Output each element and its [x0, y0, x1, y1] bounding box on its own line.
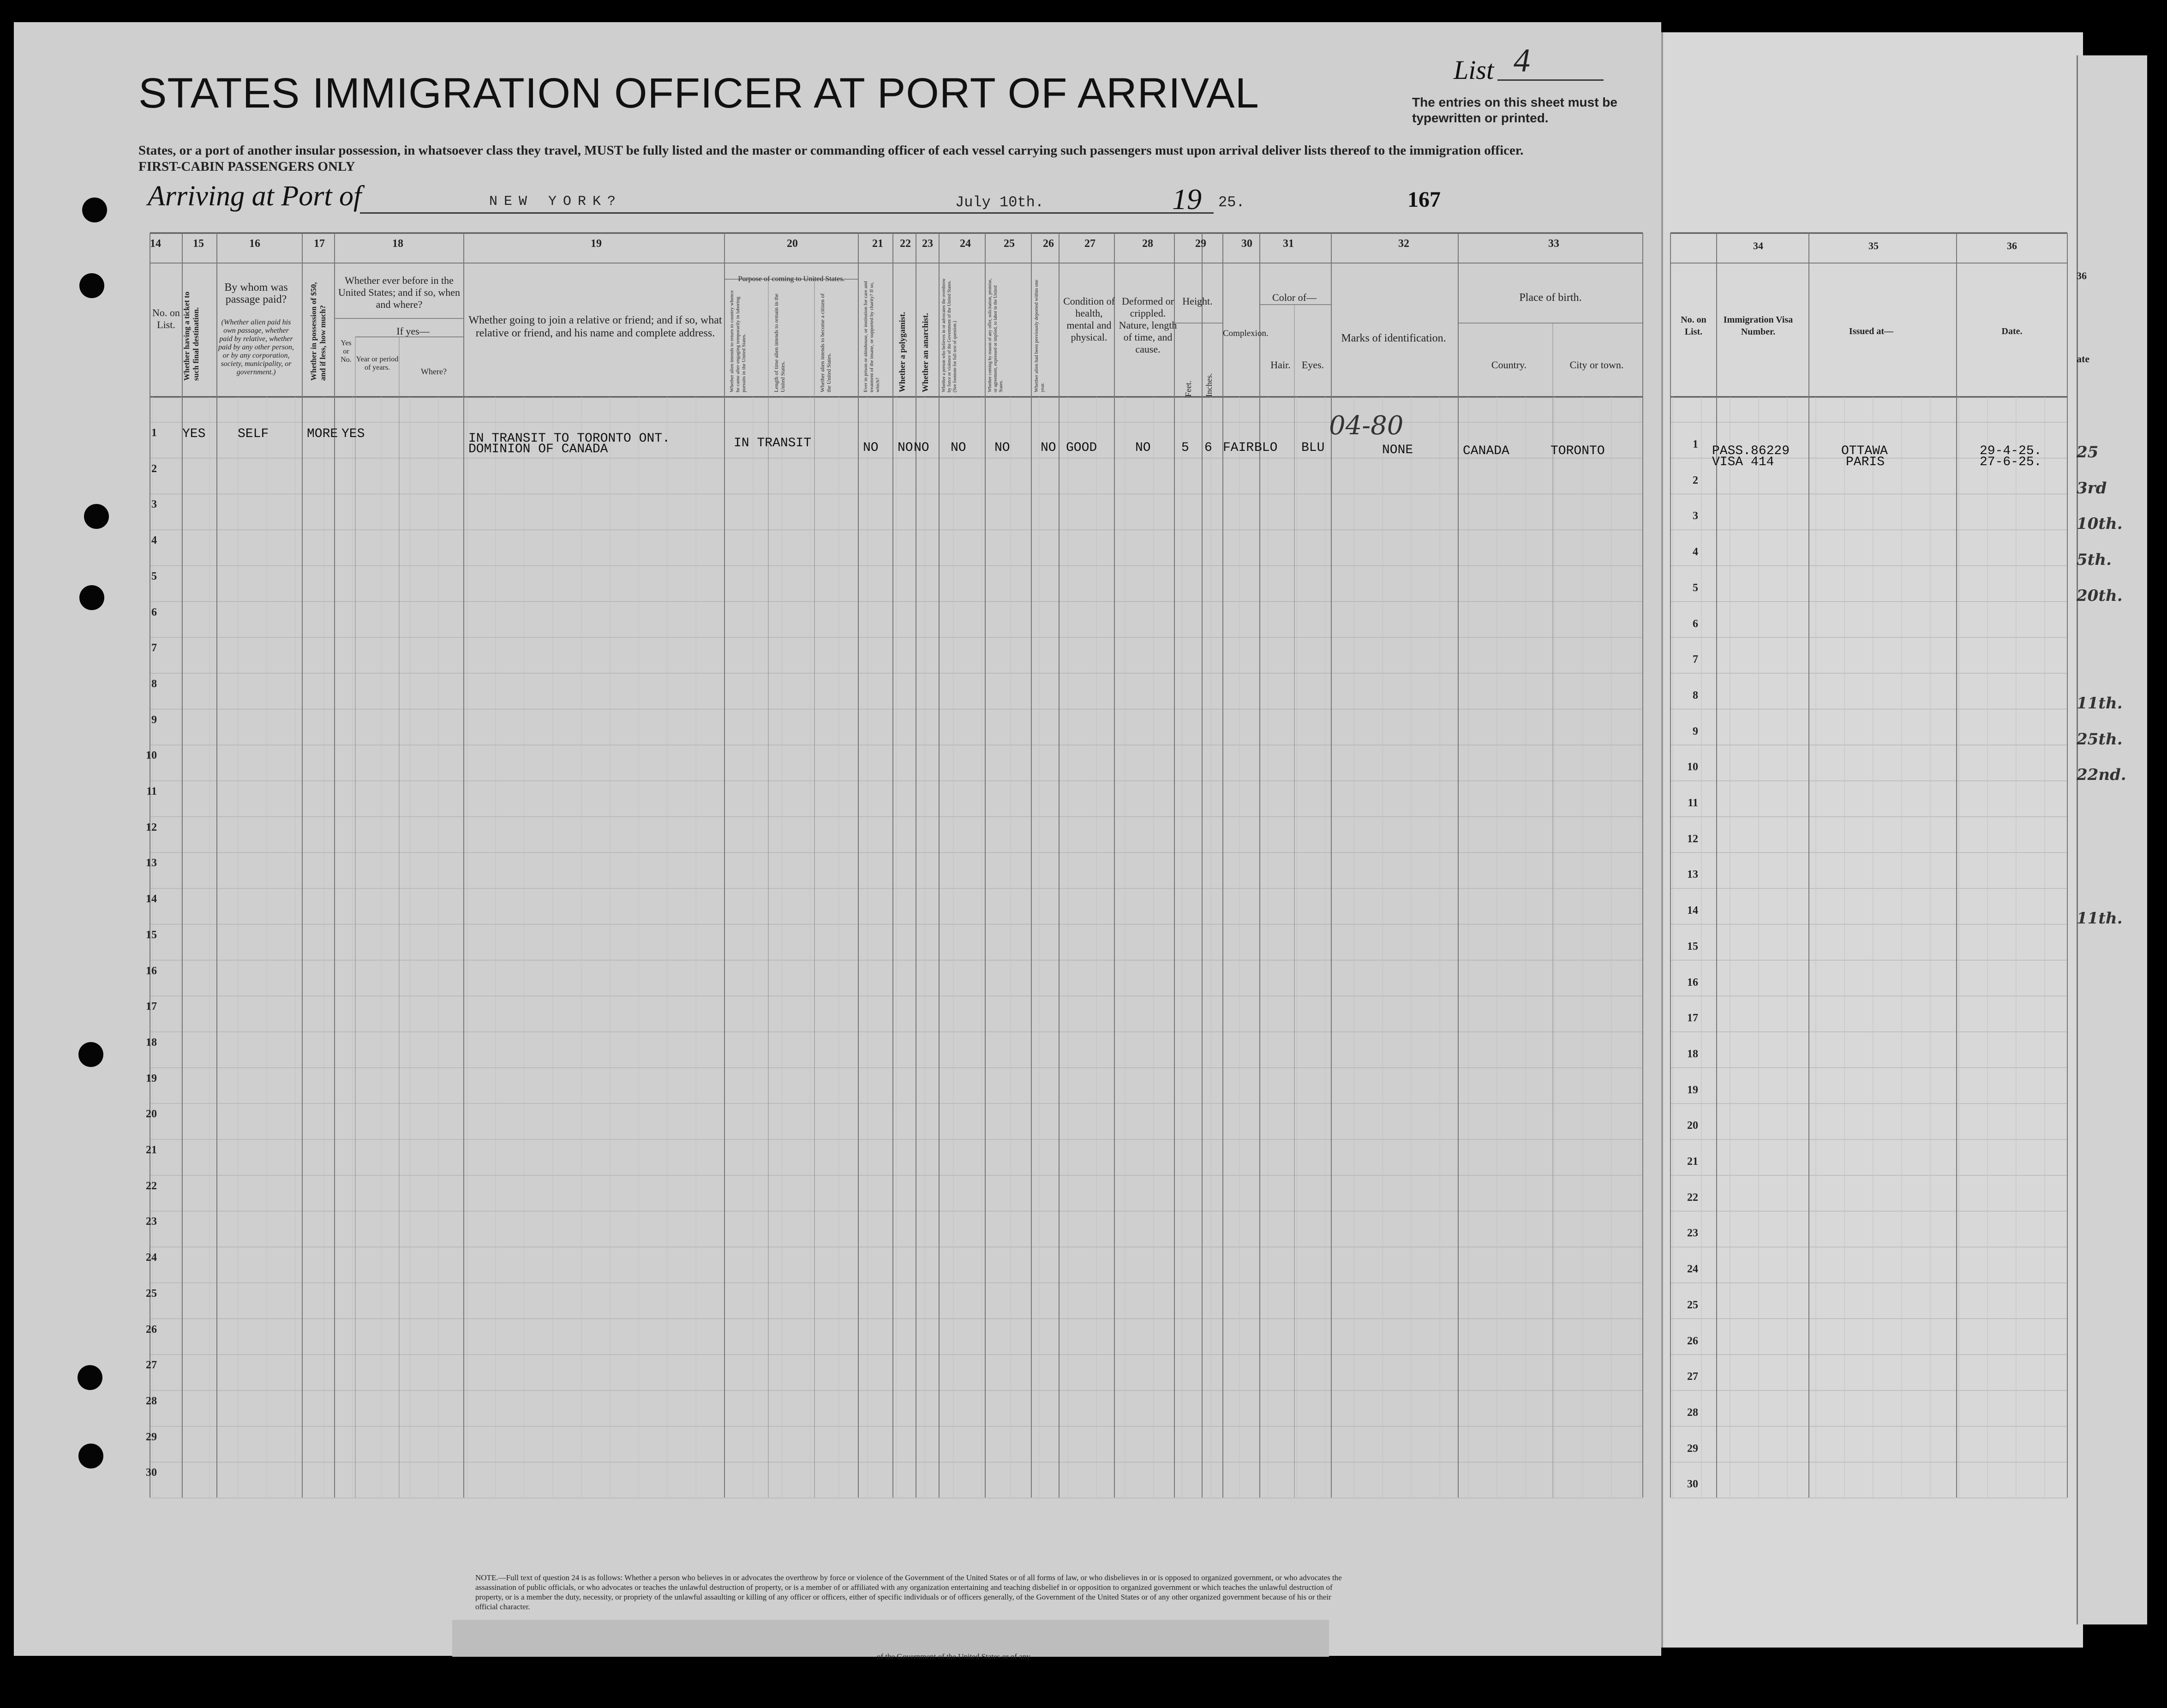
- entry-deported: NO: [1041, 441, 1056, 455]
- entry-marks: NONE: [1382, 443, 1413, 457]
- header-country: Country.: [1491, 359, 1527, 371]
- row-number: 27: [1687, 1371, 1698, 1383]
- row-number: 6: [1693, 617, 1698, 630]
- entry-money: MORE: [307, 427, 338, 441]
- header-deformed: Deformed or crippled. Nature, length of time, and cause.: [1119, 295, 1177, 355]
- entry-visa-line1: PASS.86229: [1712, 444, 1790, 458]
- row-number: 18: [146, 1036, 157, 1049]
- entry-complexion: FAIR: [1223, 441, 1254, 455]
- edge-note: 11th.: [2077, 694, 2123, 713]
- row-number: 14: [146, 893, 157, 905]
- row-number: 20: [146, 1108, 157, 1121]
- row-number: 3: [1693, 510, 1698, 522]
- arrival-date: July 10th.: [955, 194, 1044, 211]
- punch-hole: [78, 1365, 102, 1390]
- entry-issued-line1: OTTAWA: [1841, 444, 1888, 458]
- row-number: 12: [1687, 833, 1698, 845]
- entry-ticket: YES: [182, 427, 206, 441]
- header-inches: Inches.: [1204, 373, 1214, 397]
- row-number: 13: [146, 857, 157, 869]
- row-number: 2: [1693, 474, 1698, 486]
- column-number: 18: [392, 238, 403, 250]
- entry-paid-by: SELF: [238, 427, 269, 441]
- row-number: 6: [151, 606, 157, 618]
- punch-hole: [78, 1444, 103, 1468]
- row-number: 13: [1687, 869, 1698, 881]
- edge-strip-header: 36: [2077, 270, 2087, 282]
- year-label: 19: [1172, 183, 1202, 216]
- row-number: 28: [146, 1395, 157, 1407]
- column-number: 17: [314, 238, 325, 250]
- row-number: 14: [1687, 905, 1698, 917]
- header-joining: Whether going to join a relative or friend; and if so, what relative or friend, and his name and complete address.: [468, 314, 722, 339]
- row-number: 22: [1687, 1191, 1698, 1204]
- edge-note: 22nd.: [2077, 766, 2126, 785]
- arriving-underline: [360, 212, 1214, 214]
- entry-labor-offer: NO: [994, 441, 1010, 455]
- header-purpose-return: Whether alien intends to return to country whence he came after engaging temporarily in laboring pursuits in the United States.: [729, 290, 747, 392]
- row-number: 8: [1693, 689, 1698, 701]
- header-feet: Feet.: [1184, 380, 1193, 397]
- row-number: 23: [146, 1216, 157, 1228]
- entry-visa-line2: VISA 414: [1712, 455, 1774, 469]
- entry-before-us: YES: [341, 427, 365, 441]
- row-number: 23: [1687, 1227, 1698, 1240]
- header-hair: Hair.: [1270, 359, 1291, 371]
- right-header-date: Date.: [2001, 326, 2023, 336]
- row-number: 9: [151, 713, 157, 726]
- row-number: 17: [146, 1001, 157, 1013]
- row-number: 30: [1687, 1478, 1698, 1491]
- header-money: Whether in possession of $50, and if less, how much?: [309, 282, 327, 381]
- row-number: 21: [146, 1144, 157, 1156]
- header-overthrow: Whether a person who believes in or advocates the overthrow by force or violence of the Government of the United States. (See footnote for full text of question.): [941, 278, 958, 392]
- footnote-text-2: of the Government of the United States or of any: [877, 1652, 1030, 1661]
- row-number: 15: [1687, 940, 1698, 953]
- row-number: 2: [151, 462, 157, 475]
- list-underline: [1497, 79, 1604, 81]
- row-number: 7: [1693, 653, 1698, 666]
- page-number: 167: [1407, 187, 1441, 212]
- port-value: NEW YORK?: [489, 194, 623, 210]
- column-number: 21: [872, 238, 883, 250]
- row-number: 4: [1693, 546, 1698, 558]
- row-number: 29: [1687, 1442, 1698, 1455]
- header-prison: Ever in prison or almshouse, or institution for care and treatment of the insane, or supported by charity? If so, which?: [863, 281, 880, 392]
- column-number: 20: [787, 238, 798, 250]
- row-number: 4: [151, 534, 157, 547]
- right-header-no-on-list: No. on List.: [1681, 315, 1706, 337]
- header-deported: Whether alien had been previously deported within one year.: [1034, 279, 1045, 392]
- header-yes-no: Yes or No.: [341, 339, 352, 364]
- header-city: City or town.: [1569, 359, 1624, 371]
- row-number: 25: [146, 1287, 157, 1300]
- header-purpose-citizen: Whether alien intends to become a citizen of the United States.: [819, 293, 832, 392]
- header-before-us: Whether ever before in the United States; and if so, when and where?: [338, 275, 460, 310]
- column-number: 14: [150, 238, 161, 250]
- row-number: 10: [146, 749, 157, 762]
- row-number: 19: [1687, 1084, 1698, 1096]
- column-number: 26: [1043, 238, 1054, 250]
- entry-country: CANADA: [1463, 444, 1509, 458]
- header-paid-by-sub: (Whether alien paid his own passage, whether paid by relative, whether paid by any other person, or by any corporation, society, municipality, or government.): [218, 318, 294, 376]
- row-number: 17: [1687, 1012, 1698, 1025]
- entry-prison: NO: [863, 441, 879, 455]
- entry-overthrow: NO: [951, 441, 966, 455]
- header-complexion: Complexion.: [1223, 329, 1269, 338]
- row-number: 5: [1693, 581, 1698, 594]
- column-number: 16: [249, 238, 260, 250]
- row-number: 19: [146, 1072, 157, 1085]
- entry-polygamist: NO: [898, 441, 913, 455]
- entry-anarchist: NO: [914, 441, 929, 455]
- row-number: 15: [146, 929, 157, 941]
- header-paid-by-title: By whom was passage paid?: [224, 282, 288, 306]
- edge-note: 11th.: [2077, 909, 2123, 928]
- column-number: 23: [922, 238, 933, 250]
- row-number: 9: [1693, 725, 1698, 737]
- row-number: 10: [1687, 761, 1698, 773]
- row-number: 3: [151, 498, 157, 511]
- column-number: 24: [960, 238, 971, 250]
- entry-joining-line1: IN TRANSIT TO TORONTO ONT.: [468, 431, 670, 446]
- header-eyes: Eyes.: [1301, 359, 1324, 371]
- entry-city: TORONTO: [1550, 444, 1605, 458]
- row-number: 30: [146, 1467, 157, 1479]
- header-polygamist: Whether a polygamist.: [898, 312, 907, 392]
- header-marks: Marks of identification.: [1341, 332, 1446, 344]
- entry-date-line2: 27-6-25.: [1980, 455, 2042, 469]
- entry-deformed: NO: [1135, 441, 1151, 455]
- edge-note: 10th.: [2077, 515, 2123, 533]
- edge-note: 25: [2077, 443, 2099, 461]
- row-number: 24: [146, 1252, 157, 1264]
- header-year-period: Year or period of years.: [356, 355, 399, 372]
- punch-hole: [79, 585, 104, 610]
- edge-note: 5th.: [2077, 551, 2112, 569]
- punch-hole: [84, 504, 109, 529]
- punch-hole: [82, 198, 107, 222]
- entry-date-line1: 29-4-25.: [1980, 444, 2042, 458]
- column-number: 22: [900, 238, 911, 250]
- column-number: 32: [1398, 238, 1409, 250]
- header-labor-offer: Whether coming by reason of any offer, solicitation, promise, or agreement, expressed or implied, to labor in the United States.: [988, 278, 1004, 392]
- row-number: 11: [1688, 797, 1698, 809]
- entry-purpose: IN TRANSIT: [734, 436, 812, 450]
- column-number: 19: [591, 238, 602, 250]
- form-title: STATES IMMIGRATION OFFICER AT PORT OF ARRIVAL: [138, 70, 1259, 117]
- row-number: 21: [1687, 1156, 1698, 1168]
- row-number: 25: [1687, 1299, 1698, 1311]
- row-number: 16: [1687, 976, 1698, 989]
- header-color-of: Color of—: [1272, 292, 1317, 303]
- entries-note: The entries on this sheet must be typewritten or printed.: [1412, 95, 1617, 125]
- intro-text: States, or a port of another insular possession, in whatsoever class they travel, MUST be fully listed and the master or commanding officer of each vessel carrying such passengers must upon arrival deliver lists thereof to the immigration officer.: [138, 143, 1524, 158]
- entry-joining-line2: DOMINION OF CANADA: [468, 442, 608, 456]
- row-number: 5: [151, 570, 157, 582]
- column-number: 25: [1004, 238, 1015, 250]
- row-number: 12: [146, 821, 157, 833]
- header-where: Where?: [421, 367, 447, 376]
- punch-hole: [79, 273, 104, 298]
- row-number: 26: [146, 1323, 157, 1336]
- entry-hair: BLO: [1254, 441, 1278, 455]
- row-number: 11: [146, 785, 157, 797]
- row-number: 22: [146, 1180, 157, 1192]
- row-number: 28: [1687, 1406, 1698, 1419]
- row-number: 27: [146, 1359, 157, 1372]
- column-number: 15: [193, 238, 204, 250]
- list-label: List: [1454, 55, 1494, 85]
- row-number: 8: [151, 677, 157, 690]
- entry-eyes: BLU: [1301, 441, 1325, 455]
- first-cabin-label: FIRST-CABIN PASSENGERS ONLY: [138, 159, 355, 174]
- edge-note: 3rd: [2077, 479, 2107, 497]
- row-number: 20: [1687, 1120, 1698, 1132]
- row-number: 1: [1693, 438, 1698, 450]
- header-no-on-list: No. on List.: [152, 307, 180, 330]
- header-ticket: Whether having a ticket to such final destination.: [182, 291, 200, 381]
- row-number: 18: [1687, 1048, 1698, 1060]
- column-number: 30: [1241, 238, 1252, 250]
- row-number: 16: [146, 965, 157, 977]
- entry-health: GOOD: [1066, 441, 1097, 455]
- edge-strip-header2: ate: [2077, 353, 2090, 365]
- entry-issued-line2: PARIS: [1846, 455, 1885, 469]
- year-suffix: 25.: [1218, 194, 1245, 211]
- header-purpose-title: Purpose of coming to United States.: [738, 275, 845, 283]
- row-number: 1: [151, 427, 157, 439]
- punch-hole: [78, 1042, 103, 1067]
- column-number: 27: [1084, 238, 1095, 250]
- right-col-34-number: 34: [1753, 240, 1763, 252]
- column-number: 29: [1195, 238, 1206, 250]
- header-height: Height.: [1182, 295, 1213, 307]
- header-anarchist: Whether an anarchist.: [921, 313, 930, 392]
- footnote-text: NOTE.—Full text of question 24 is as follows: Whether a person who believes in or advocates the overthrow by force or violence of the Government of the United States or of all forms of law, or who disbelieves in or is opposed to organized government, or who advocates the assassination of public officials, or who advocates or teaches the unlawful destruction of property, or is a member of or affiliated with any organization entertaining and teaching disbelief in or opposition to organized government or which teaches the unlawful destruction of property, or is a member the duty, necessity, or propriety of the unlawful assaulting or killing of any officer or officers, either of specific individuals or of officers generally, of the Government of the United States or of any other organized government because of his or their official character.: [475, 1573, 1342, 1611]
- header-if-yes: If yes—: [396, 325, 430, 337]
- edge-note: 25th.: [2077, 730, 2123, 749]
- arriving-label: Arriving at Port of: [148, 180, 362, 212]
- right-col-36-number: 36: [2007, 240, 2017, 252]
- header-purpose-length: Length of time alien intends to remain in the United States.: [773, 294, 786, 392]
- entry-inches: 6: [1204, 441, 1212, 455]
- column-number: 31: [1283, 238, 1294, 250]
- row-number: 29: [146, 1431, 157, 1443]
- grid-lines: [150, 233, 2067, 1498]
- edge-note: 20th.: [2077, 586, 2123, 605]
- right-header-issued-at: Issued at—: [1849, 326, 1894, 336]
- column-number: 28: [1142, 238, 1153, 250]
- handwritten-mark: 04-80: [1329, 411, 1404, 441]
- right-header-visa-number: Immigration Visa Number.: [1723, 315, 1793, 337]
- header-health: Condition of health, mental and physical.: [1063, 295, 1115, 343]
- entry-feet: 5: [1181, 441, 1189, 455]
- row-number: 26: [1687, 1335, 1698, 1347]
- list-number: 4: [1514, 42, 1530, 79]
- header-place-birth: Place of birth.: [1519, 292, 1582, 304]
- row-number: 7: [151, 642, 157, 654]
- row-number: 24: [1687, 1263, 1698, 1276]
- column-number: 33: [1548, 238, 1559, 250]
- right-col-35-number: 35: [1868, 240, 1879, 252]
